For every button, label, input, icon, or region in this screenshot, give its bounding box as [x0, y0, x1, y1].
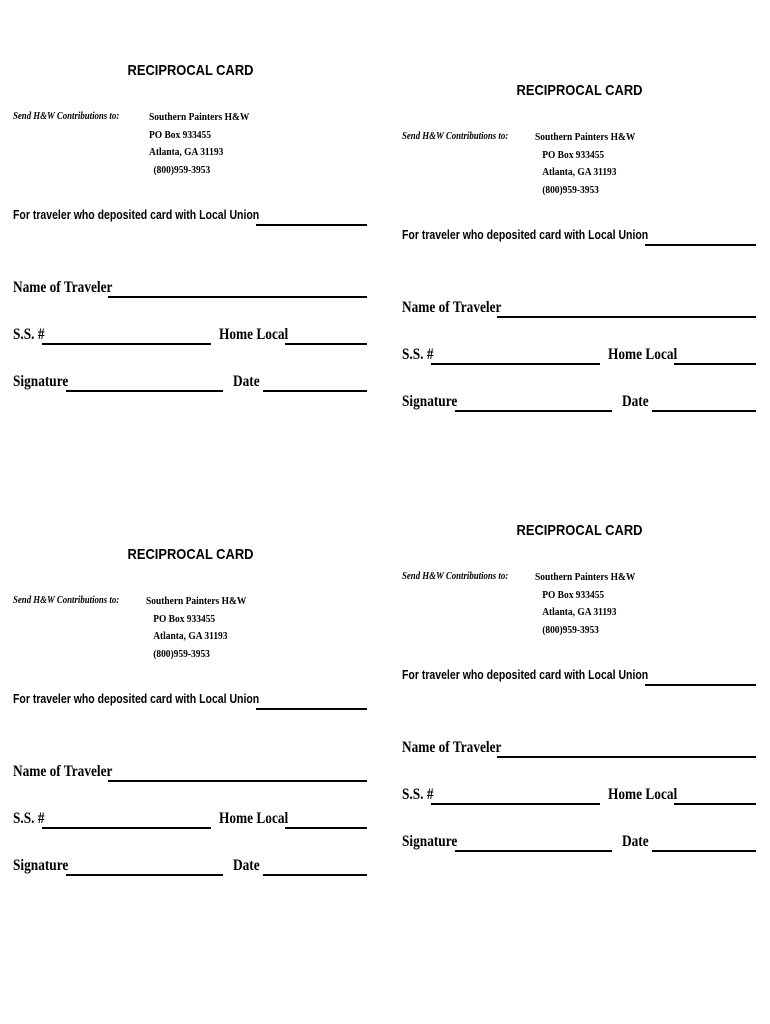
- traveler-name-label: Name of Traveler: [13, 763, 113, 780]
- local-union-field[interactable]: [256, 224, 367, 226]
- local-union-label: For traveler who deposited card with Local Union: [402, 228, 649, 242]
- reciprocal-card-bottom-right: [402, 522, 757, 862]
- mailing-address: [535, 129, 635, 199]
- ss-number-label: S.S. #: [13, 810, 45, 827]
- ss-number-field[interactable]: [431, 363, 600, 365]
- address-line-phone: (800)959-3953: [153, 648, 210, 660]
- local-union-field[interactable]: [645, 244, 756, 246]
- address-line-phone: (800)959-3953: [542, 624, 599, 636]
- local-union-label: For traveler who deposited card with Local Union: [13, 208, 260, 222]
- ss-number-field[interactable]: [431, 803, 600, 805]
- home-local-label: Home Local: [219, 326, 289, 343]
- address-line-pobox: PO Box 933455: [542, 149, 605, 161]
- traveler-name-field[interactable]: [497, 756, 756, 758]
- address-line-pobox: PO Box 933455: [542, 589, 605, 601]
- card-title: RECIPROCAL CARD: [127, 546, 254, 563]
- send-contributions-label: Send H&W Contributions to:: [13, 111, 120, 122]
- card-title: RECIPROCAL CARD: [127, 62, 254, 79]
- home-local-field[interactable]: [285, 343, 367, 345]
- send-contributions-label: Send H&W Contributions to:: [13, 595, 120, 606]
- address-line-phone: (800)959-3953: [542, 184, 599, 196]
- home-local-label: Home Local: [608, 786, 678, 803]
- date-field[interactable]: [652, 850, 756, 852]
- ss-number-field[interactable]: [42, 827, 211, 829]
- date-field[interactable]: [652, 410, 756, 412]
- date-label: Date: [622, 393, 649, 410]
- address-line-city: Atlanta, GA 31193: [153, 631, 228, 642]
- signature-label: Signature: [13, 373, 69, 390]
- home-local-field[interactable]: [674, 363, 756, 365]
- local-union-field[interactable]: [256, 708, 367, 710]
- home-local-label: Home Local: [608, 346, 678, 363]
- traveler-name-field[interactable]: [108, 780, 367, 782]
- date-label: Date: [622, 833, 649, 850]
- send-contributions-label: Send H&W Contributions to:: [402, 571, 509, 582]
- mailing-address: [149, 109, 249, 179]
- ss-number-label: S.S. #: [402, 346, 434, 363]
- address-line-phone: (800)959-3953: [153, 164, 211, 176]
- address-line-name: Southern Painters H&W: [535, 572, 636, 583]
- signature-field[interactable]: [66, 390, 223, 392]
- address-line-name: Southern Painters H&W: [535, 132, 636, 143]
- send-contributions-label: Send H&W Contributions to:: [402, 131, 509, 142]
- address-line-name: Southern Painters H&W: [146, 596, 247, 607]
- local-union-label: For traveler who deposited card with Local Union: [13, 692, 260, 706]
- traveler-name-label: Name of Traveler: [13, 279, 113, 296]
- signature-field[interactable]: [66, 874, 223, 876]
- traveler-name-label: Name of Traveler: [402, 739, 502, 756]
- reciprocal-card-bottom-left: [13, 546, 368, 886]
- address-line-pobox: PO Box 933455: [149, 129, 211, 141]
- address-line-city: Atlanta, GA 31193: [149, 147, 224, 158]
- mailing-address: [146, 593, 246, 663]
- date-label: Date: [233, 373, 260, 390]
- home-local-field[interactable]: [674, 803, 756, 805]
- address-line-city: Atlanta, GA 31193: [542, 167, 617, 178]
- ss-number-label: S.S. #: [402, 786, 434, 803]
- home-local-field[interactable]: [285, 827, 367, 829]
- reciprocal-card-top-left: [13, 62, 368, 402]
- signature-label: Signature: [402, 833, 458, 850]
- signature-field[interactable]: [455, 850, 612, 852]
- card-title: RECIPROCAL CARD: [516, 82, 643, 99]
- ss-number-label: S.S. #: [13, 326, 45, 343]
- traveler-name-label: Name of Traveler: [402, 299, 502, 316]
- traveler-name-field[interactable]: [108, 296, 367, 298]
- address-line-city: Atlanta, GA 31193: [542, 607, 617, 618]
- local-union-field[interactable]: [645, 684, 756, 686]
- local-union-label: For traveler who deposited card with Local Union: [402, 668, 649, 682]
- signature-label: Signature: [13, 857, 69, 874]
- mailing-address: [535, 569, 635, 639]
- date-field[interactable]: [263, 874, 367, 876]
- home-local-label: Home Local: [219, 810, 289, 827]
- signature-label: Signature: [402, 393, 458, 410]
- address-line-pobox: PO Box 933455: [153, 613, 216, 625]
- ss-number-field[interactable]: [42, 343, 211, 345]
- card-title: RECIPROCAL CARD: [516, 522, 643, 539]
- date-field[interactable]: [263, 390, 367, 392]
- signature-field[interactable]: [455, 410, 612, 412]
- address-line-name: Southern Painters H&W: [149, 112, 250, 123]
- date-label: Date: [233, 857, 260, 874]
- traveler-name-field[interactable]: [497, 316, 756, 318]
- reciprocal-card-top-right: [402, 82, 757, 422]
